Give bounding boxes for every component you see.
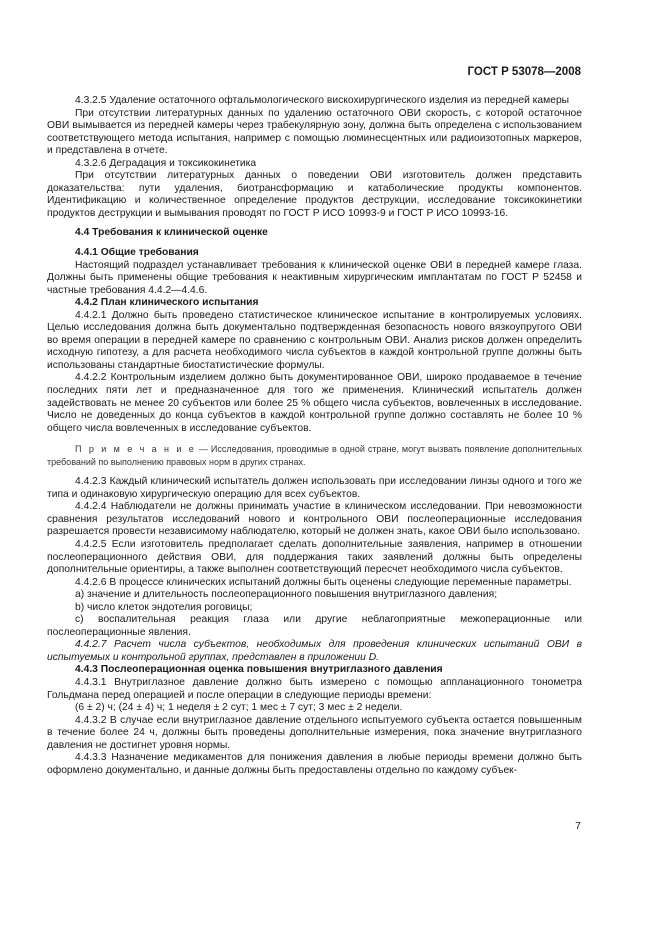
paragraph-4-4-2-7: 4.4.2.7 Расчет числа субъектов, необходимых для проведения клинических испытаний ОВИ в испытуемых и контрольной группах, представлен в приложении D. <box>47 639 582 663</box>
paragraph-4-4-2-1: 4.4.2.1 Должно быть проведено статистическое клиническое испытание в контролируемых условиях. Целью исследования должна быть документально подтвержденная безопасность нового вязкоупругого ОВИ во время операции в передней камере по сравнению с контрольным ОВИ. Анализ рисков должен определить исходную гипотезу, а для расчета необходимого числа субъектов в каждой контрольной группе должны быть использованы стандартные биостатистические формулы. <box>47 309 582 371</box>
list-item-a: a) значение и длительность послеоперационного повышения внутриглазного давления; <box>75 589 498 601</box>
document-body <box>47 95 582 777</box>
note <box>47 443 582 468</box>
paragraph-4-4-2-3: 4.4.2.3 Каждый клинический испытатель должен использовать при исследовании линзы одного и того же типа и одинаковую хирургическую операцию для всех субъектов. <box>47 476 582 500</box>
paragraph-4-4-3-1: 4.4.3.1 Внутриглазное давление должно быть измерено с помощью аппланационного тонометра Гольдмана перед операцией и после операции в следующие периоды времени: <box>47 676 582 701</box>
paragraph: Настоящий подраздел устанавливает требования к клинической оценке ОВИ в передней камере глаза. Должны быть применены общие требования к неактивным хирургическим имплантатам по ГОСТ Р 52458 и частные требования 4.4.2—4.4.6. <box>47 259 582 296</box>
paragraph: При отсутствии литературных данных по удалению остаточного ОВИ скорость, с которой остаточное ОВИ вымывается из передней камеры через трабекулярную зону, должна быть определена с использованием соответствующего метода испытания, например с помощью люминесцентных или радиоизотопных маркеров, и представлена в отчете. <box>47 107 582 157</box>
subsection-heading-4-4-2: 4.4.2 План клинического испытания <box>75 297 259 309</box>
list-item-c: c) воспалительная реакция глаза или другие неблагоприятные межоперационные или послеоперационные явления. <box>47 614 582 638</box>
paragraph-4-4-2-4: 4.4.2.4 Наблюдатели не должны принимать участие в клиническом исследовании. При невозможности сравнения результатов исследований нового и контрольного ОВИ послеоперационные исследования разрешается провести независимому наблюдателю, который не должен знать, какое ОВИ было использовано. <box>47 501 582 538</box>
subsection-heading-4-4-1: 4.4.1 Общие требования <box>75 247 199 259</box>
paragraph: (6 ± 2) ч; (24 ± 4) ч; 1 неделя ± 2 сут; 1 мес ± 7 сут; 3 мес ± 2 недели. <box>75 702 403 714</box>
section-heading-4-4: 4.4 Требования к клинической оценке <box>75 227 268 239</box>
paragraph-4-3-2-5: 4.3.2.5 Удаление остаточного офтальмологического вискохирургического изделия из передней камеры <box>75 95 570 106</box>
note-label: П р и м е ч а н и е <box>75 444 196 455</box>
paragraph-4-4-2-5: 4.4.2.5 Если изготовитель предполагает сделать дополнительные заявления, например в отношении послеоперационного действия ОВИ, для поддержания таких заявлений должны быть определены дополнительные ориентиры, а также выполнен соответствующий пересчет необходимого числа субъектов. <box>47 538 582 576</box>
subsection-heading-4-4-3: 4.4.3 Послеоперационная оценка повышения внутриглазного давления <box>75 664 443 676</box>
document-header: ГОСТ Р 53078—2008 <box>467 66 581 78</box>
paragraph-4-3-2-6: 4.3.2.6 Деградация и токсикокинетика <box>75 157 257 169</box>
page-number: 7 <box>575 820 581 832</box>
paragraph-4-4-3-2: 4.4.3.2 В случае если внутриглазное давление отдельного испытуемого субъекта остается повышенным в течение более 24 ч, должны быть проведены дополнительные измерения, пока значение внутриглазного давления не достигнет уровня нормы. <box>47 714 582 751</box>
paragraph-4-4-2-2: 4.4.2.2 Контрольным изделием должно быть документированное ОВИ, широко продаваемое в течение последних пяти лет и предназначенное для того же применения. Клинический испытатель должен задействовать не менее 20 субъектов или более 25 % общего числа субъектов, вовлеченных в исследование. Число не доведенных до конца субъектов в каждой контрольной группе должно составлять не более 10 % общего числа вовлеченных в исследование субъектов. <box>47 372 582 434</box>
note-text: — Исследования, проводимые в одной стране, могут вызвать появление дополнительных требований по выполнению правовых норм в других странах. <box>47 444 583 467</box>
paragraph: При отсутствии литературных данных о поведении ОВИ изготовитель должен представить доказательства: пути удаления, биотрансформацию и катаболические продукты компонентов. Идентификацию и количественное определение продуктов деструкции, исследование токсикокинетики продуктов деструкции и вымывания проводят по ГОСТ Р ИСО 10993-9 и ГОСТ Р ИСО 10993-16. <box>47 170 582 219</box>
paragraph-4-4-3-3: 4.4.3.3 Назначение медикаментов для понижения давления в любые периоды времени должно быть оформлено документально, и данные должны быть предоставлены отдельно по каждому субъек- <box>47 752 582 776</box>
paragraph-4-4-2-6: 4.4.2.6 В процессе клинических испытаний должны быть оценены следующие переменные параметры. <box>75 576 572 588</box>
list-item-b: b) число клеток эндотелия роговицы; <box>75 601 253 613</box>
